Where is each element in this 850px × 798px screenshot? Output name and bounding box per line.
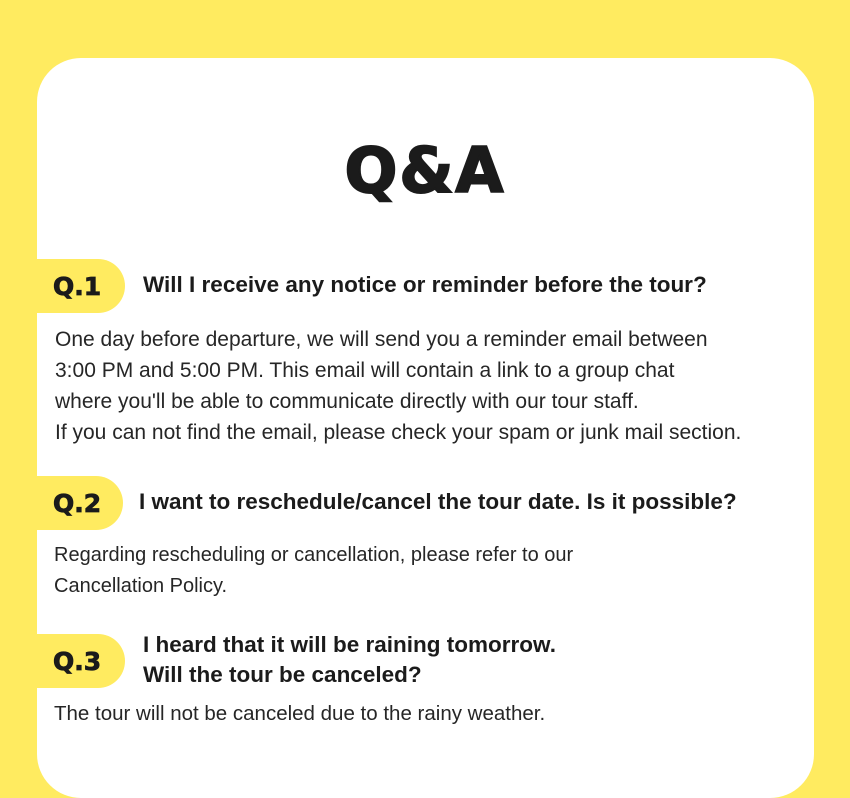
answer-1-line-2: 3:00 PM and 5:00 PM. This email will contain a link to a group chat	[55, 359, 675, 382]
answer-1	[55, 324, 741, 448]
answer-2	[54, 540, 573, 602]
question-badge-1: Q.1	[37, 259, 125, 313]
question-1-line-1: Will I receive any notice or reminder before the tour?	[143, 272, 707, 297]
question-2	[139, 487, 737, 517]
question-1	[143, 270, 707, 300]
answer-2-line-2: Cancellation Policy.	[54, 575, 228, 597]
answer-1-line-1: One day before departure, we will send you a reminder email between	[55, 328, 708, 351]
question-3-line-1: I heard that it will be raining tomorrow.	[143, 632, 556, 657]
answer-1-line-3: where you'll be able to communicate directly with our tour staff.	[55, 390, 639, 413]
question-3	[143, 630, 556, 690]
answer-3-line-1: The tour will not be canceled due to the rainy weather.	[54, 702, 546, 725]
answer-1-line-4: If you can not find the email, please check your spam or junk mail section.	[55, 421, 742, 444]
question-badge-3: Q.3	[37, 634, 125, 688]
question-badge-2: Q.2	[37, 476, 123, 530]
question-2-line-1: I want to reschedule/cancel the tour date. Is it possible?	[139, 489, 737, 514]
answer-3	[54, 698, 545, 729]
answer-2-line-1: Regarding rescheduling or cancellation, please refer to our	[54, 544, 574, 566]
page-title: Q&A	[344, 134, 506, 207]
question-3-line-2: Will the tour be canceled?	[143, 662, 422, 687]
